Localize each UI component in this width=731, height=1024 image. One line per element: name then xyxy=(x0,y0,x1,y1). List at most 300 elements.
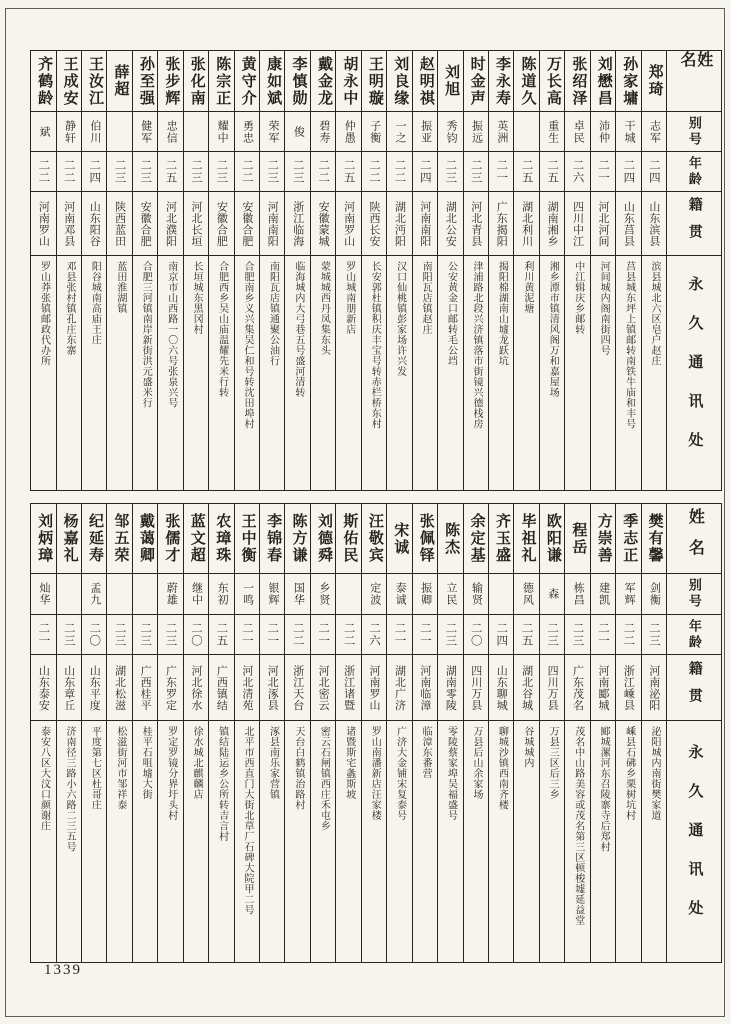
age-cell xyxy=(209,615,233,655)
origin-text: 安徽合肥 xyxy=(139,200,152,247)
alias-text: 森 xyxy=(546,588,559,600)
origin-cell xyxy=(285,655,309,721)
alias-text: 静轩 xyxy=(63,119,76,144)
origin-cell xyxy=(133,655,157,721)
address-cell xyxy=(311,256,335,490)
age-text: 二二 xyxy=(368,159,380,184)
origin-text: 山东章丘 xyxy=(62,664,75,711)
alias-cell xyxy=(438,112,462,152)
age-text: 二二 xyxy=(317,159,330,184)
name-cell xyxy=(387,51,411,112)
address-cell xyxy=(591,256,615,490)
alias-text: 俊 xyxy=(292,125,305,138)
age-cell xyxy=(438,615,462,655)
alias-cell xyxy=(209,112,233,152)
name-cell xyxy=(285,504,309,574)
age-cell xyxy=(336,615,360,655)
address-cell xyxy=(107,256,131,490)
origin-cell xyxy=(311,655,335,721)
age-cell xyxy=(260,615,284,655)
address-cell xyxy=(209,721,233,962)
address-text: 零陵蔡家埠吴福盛号 xyxy=(445,726,457,821)
age-cell xyxy=(387,615,411,655)
origin-text: 湖南湘乡 xyxy=(546,200,559,247)
name-text: 纪延寿 xyxy=(87,513,104,564)
alias-cell xyxy=(464,574,488,615)
age-cell xyxy=(31,152,55,192)
origin-text: 湖北公安 xyxy=(444,200,457,247)
name-text: 刘德舜 xyxy=(315,513,332,564)
entry-column xyxy=(539,51,564,490)
entry-column xyxy=(335,51,360,490)
alias-cell xyxy=(540,574,564,615)
age-text: 二三 xyxy=(469,159,482,184)
alias-text: 振卿 xyxy=(419,582,432,606)
age-cell xyxy=(362,152,386,192)
origin-text: 河南罗山 xyxy=(37,200,50,247)
entry-column xyxy=(106,504,131,962)
alias-cell xyxy=(107,574,131,615)
name-cell xyxy=(387,504,411,574)
alias-cell xyxy=(362,574,386,615)
address-cell xyxy=(133,256,157,490)
name-text: 汪敬宾 xyxy=(366,513,383,564)
alias-text: 振远 xyxy=(470,119,483,144)
name-text: 蓝文超 xyxy=(188,513,205,564)
name-text: 樊有馨 xyxy=(646,513,663,564)
age-cell xyxy=(514,152,538,192)
name-cell xyxy=(260,51,284,112)
entry-column xyxy=(361,504,386,962)
name-cell xyxy=(642,51,666,112)
name-cell xyxy=(311,504,335,574)
name-cell xyxy=(565,504,589,574)
alias-cell xyxy=(642,574,666,615)
origin-cell xyxy=(591,655,615,721)
alias-text: 国华 xyxy=(292,582,305,606)
name-text: 毕祖礼 xyxy=(519,513,536,564)
alias-text: 一之 xyxy=(394,119,407,144)
address-text: 桂平石咀墟大街 xyxy=(140,726,152,800)
address-text: 镇结陆运乡公所转吉言村 xyxy=(216,726,228,842)
address-cell xyxy=(565,256,589,490)
origin-text: 河南罗山 xyxy=(368,664,381,711)
address-text: 涿县南乐家营镇 xyxy=(267,726,279,800)
origin-cell xyxy=(82,192,106,256)
alias-text: 立民 xyxy=(445,582,458,606)
name-text: 王汝江 xyxy=(87,55,104,107)
entry-column xyxy=(208,51,233,490)
age-text: 二三 xyxy=(647,622,660,647)
origin-text: 河北濮阳 xyxy=(164,200,177,247)
alias-cell xyxy=(31,574,55,615)
entry-column xyxy=(641,51,666,490)
origin-text: 山东泰安 xyxy=(37,664,50,711)
origin-cell xyxy=(387,192,411,256)
origin-cell xyxy=(107,192,131,256)
alias-text: 碧寿 xyxy=(317,119,330,144)
alias-cell xyxy=(260,574,284,615)
address-text: 诸暨斯宅螽斯坡 xyxy=(343,726,355,800)
origin-text: 湖北松滋 xyxy=(113,664,126,711)
origin-text: 安徽蒙城 xyxy=(317,200,330,247)
alias-cell xyxy=(616,574,640,615)
age-text: 二三 xyxy=(113,622,126,647)
origin-cell xyxy=(209,655,233,721)
name-cell xyxy=(31,51,55,112)
age-text: 二一 xyxy=(596,622,609,647)
name-text: 孙至强 xyxy=(137,55,154,107)
age-cell xyxy=(464,615,488,655)
age-cell xyxy=(464,152,488,192)
name-text: 季志正 xyxy=(621,513,638,564)
age-cell xyxy=(387,152,411,192)
address-cell xyxy=(464,256,488,490)
alias-cell xyxy=(82,574,106,615)
alias-cell xyxy=(235,574,259,615)
name-text: 赵明祺 xyxy=(417,55,434,107)
age-text: 二四 xyxy=(418,159,431,184)
age-cell xyxy=(311,615,335,655)
address-text: 嵊县石砩乡栗树坑村 xyxy=(623,726,635,821)
origin-cell xyxy=(540,655,564,721)
alias-cell xyxy=(57,574,81,615)
age-cell xyxy=(336,152,360,192)
address-text: 公安黄金口邮转毛公垱 xyxy=(445,261,457,366)
address-cell xyxy=(642,721,666,962)
alias-text: 勇忠 xyxy=(241,119,254,144)
age-text: 二四 xyxy=(495,622,508,647)
address-text: 津浦路北段兴济镇落市街镜兴德栈房 xyxy=(470,261,482,429)
origin-text: 山东莒县 xyxy=(622,200,635,247)
alias-text: 干城 xyxy=(623,119,636,144)
alias-text: 健军 xyxy=(139,119,152,144)
origin-cell xyxy=(133,192,157,256)
age-cell xyxy=(591,615,615,655)
origin-text: 河北涿县 xyxy=(266,664,279,711)
header-address-label: 永久通讯处 xyxy=(686,744,703,939)
name-cell xyxy=(514,51,538,112)
age-text: 二四 xyxy=(622,159,635,184)
name-cell xyxy=(438,51,462,112)
name-text: 张绍泽 xyxy=(570,55,587,107)
age-cell xyxy=(362,615,386,655)
name-cell xyxy=(616,504,640,574)
entry-column xyxy=(81,504,106,962)
name-text: 刘旭 xyxy=(443,64,460,98)
name-text: 陈道久 xyxy=(519,55,536,107)
name-cell xyxy=(57,51,81,112)
entry-column xyxy=(183,504,208,962)
age-text: 二五 xyxy=(215,622,228,647)
entry-column xyxy=(513,504,538,962)
age-cell xyxy=(642,152,666,192)
address-cell xyxy=(438,256,462,490)
address-cell xyxy=(158,256,182,490)
alias-cell xyxy=(158,574,182,615)
name-text: 宋诚 xyxy=(392,521,409,556)
alias-cell xyxy=(184,112,208,152)
alias-cell xyxy=(464,112,488,152)
address-text: 天台白鹤镇治路村 xyxy=(292,726,304,810)
address-cell xyxy=(158,721,182,962)
age-text: 二四 xyxy=(647,159,660,184)
name-cell xyxy=(158,504,182,574)
entry-column xyxy=(31,504,55,962)
entry-column xyxy=(31,51,55,490)
address-text: 济南径三路小六路二三五号 xyxy=(63,726,75,852)
alias-cell xyxy=(438,574,462,615)
address-text: 阳谷城南高庙王庄 xyxy=(89,261,101,345)
address-cell xyxy=(642,256,666,490)
address-cell xyxy=(387,256,411,490)
entry-column xyxy=(259,51,284,490)
entry-column xyxy=(157,504,182,962)
alias-cell xyxy=(642,112,666,152)
alias-text: 军辉 xyxy=(623,582,636,606)
alias-text: 荣军 xyxy=(266,119,279,144)
origin-text: 湖北沔阳 xyxy=(393,200,406,247)
origin-cell xyxy=(413,192,437,256)
address-cell xyxy=(336,256,360,490)
entry-column xyxy=(361,51,386,490)
address-text: 合肥南乡义兴集吴仁和号转沈田埠村 xyxy=(242,261,254,429)
origin-text: 河南南阳 xyxy=(418,200,431,247)
age-text: 二二 xyxy=(37,159,50,184)
header-name-label: 姓名 xyxy=(667,51,721,112)
alias-cell xyxy=(514,112,538,152)
origin-text: 安徽合肥 xyxy=(240,200,253,247)
origin-text: 河南南阳 xyxy=(266,200,279,247)
address-text: 平度第七区杜哥庄 xyxy=(89,726,101,810)
origin-text: 河北清苑 xyxy=(240,664,253,711)
name-cell xyxy=(209,51,233,112)
entry-column xyxy=(183,51,208,490)
origin-text: 浙江临海 xyxy=(291,200,304,247)
entry-column xyxy=(335,504,360,962)
age-cell xyxy=(107,615,131,655)
origin-cell xyxy=(260,655,284,721)
address-text: 汉口仙桃镇彭家场许兴发 xyxy=(394,261,406,377)
address-text: 罗定罗镜分界圩头村 xyxy=(165,726,177,821)
origin-text: 河南郾城 xyxy=(596,664,609,711)
origin-cell xyxy=(642,192,666,256)
entry-column xyxy=(56,504,81,962)
origin-cell xyxy=(565,192,589,256)
age-text: 二二 xyxy=(342,622,355,647)
entry-column xyxy=(412,504,437,962)
alias-text: 重生 xyxy=(546,119,559,144)
alias-text: 卓民 xyxy=(572,119,585,144)
age-text: 二五 xyxy=(164,159,177,184)
origin-text: 山东滨县 xyxy=(647,200,660,247)
alias-cell xyxy=(285,112,309,152)
entry-column xyxy=(437,51,462,490)
origin-cell xyxy=(591,192,615,256)
age-text: 二三 xyxy=(139,622,152,647)
alias-cell xyxy=(413,574,437,615)
address-text: 湘乡潭市镇清风阁万和嘉屋场 xyxy=(547,261,559,398)
address-cell xyxy=(362,256,386,490)
alias-text: 忠信 xyxy=(165,119,178,144)
origin-text: 河南泌阳 xyxy=(647,664,660,711)
header-address-label: 永久通讯处 xyxy=(686,275,703,471)
age-text: 二三 xyxy=(215,159,228,184)
age-cell xyxy=(616,152,640,192)
address-cell xyxy=(209,256,233,490)
address-text: 南京市山西路一〇六号张泉兴号 xyxy=(165,261,177,408)
origin-text: 河南临漳 xyxy=(418,664,431,711)
alias-text: 栋昌 xyxy=(572,582,585,606)
name-text: 康如斌 xyxy=(265,55,282,107)
name-text: 刘炳璋 xyxy=(36,513,53,564)
address-text: 万县后山余家场 xyxy=(470,726,482,800)
origin-cell xyxy=(362,655,386,721)
origin-text: 山东平度 xyxy=(88,664,101,711)
address-text: 长安郭杜镇积庆丰宝号转赤栏桥东村 xyxy=(369,261,381,429)
name-cell xyxy=(133,504,157,574)
origin-text: 河北青县 xyxy=(469,200,482,247)
age-cell xyxy=(57,152,81,192)
age-cell xyxy=(209,152,233,192)
header-column xyxy=(666,51,721,490)
age-text: 二六 xyxy=(368,622,380,647)
age-cell xyxy=(235,152,259,192)
entry-column xyxy=(234,504,259,962)
entry-column xyxy=(437,504,462,962)
age-text: 二二 xyxy=(291,622,304,647)
entry-column xyxy=(488,51,513,490)
address-text: 邓县张村镇孔庄东寨 xyxy=(63,261,75,356)
age-text: 二一 xyxy=(418,622,431,647)
address-cell xyxy=(591,721,615,962)
address-text: 临海城内大弓巷五号盛河清转 xyxy=(292,261,304,398)
alias-text: 银辉 xyxy=(266,582,279,606)
alias-text: 志军 xyxy=(648,119,661,144)
origin-cell xyxy=(107,655,131,721)
origin-cell xyxy=(438,192,462,256)
address-cell xyxy=(438,721,462,962)
age-text: 二一 xyxy=(317,622,330,647)
age-text: 二三 xyxy=(266,159,279,184)
age-text: 二四 xyxy=(88,159,101,184)
address-cell xyxy=(285,256,309,490)
age-text: 二三 xyxy=(189,159,202,184)
origin-cell xyxy=(285,192,309,256)
name-text: 陈杰 xyxy=(443,521,460,556)
alias-text: 东初 xyxy=(216,582,229,606)
name-text: 方崇善 xyxy=(595,513,612,564)
alias-text: 一鸣 xyxy=(241,582,254,606)
address-cell xyxy=(413,721,437,962)
alias-text: 英洲 xyxy=(495,119,508,144)
name-text: 薛超 xyxy=(112,64,129,98)
name-cell xyxy=(464,51,488,112)
alias-text: 泰诚 xyxy=(394,582,407,606)
age-cell xyxy=(616,615,640,655)
origin-text: 安徽合肥 xyxy=(215,200,228,247)
origin-text: 浙江诸暨 xyxy=(342,664,355,711)
address-text: 长垣城东黑冈村 xyxy=(191,261,203,335)
origin-cell xyxy=(184,655,208,721)
name-cell xyxy=(362,51,386,112)
address-text: 蒙城城西丹凤集东头 xyxy=(318,261,330,356)
name-cell xyxy=(336,51,360,112)
age-text: 二一 xyxy=(266,622,279,647)
age-cell xyxy=(489,152,513,192)
name-text: 张儒才 xyxy=(163,513,180,564)
header-column xyxy=(666,504,721,962)
age-text: 二三 xyxy=(164,622,177,647)
name-cell xyxy=(413,51,437,112)
age-cell xyxy=(540,152,564,192)
origin-cell xyxy=(336,655,360,721)
age-cell xyxy=(285,152,309,192)
age-text: 二三 xyxy=(444,159,457,184)
address-cell xyxy=(107,721,131,962)
name-text: 斯佑民 xyxy=(341,513,358,564)
origin-cell xyxy=(260,192,284,256)
age-cell xyxy=(158,615,182,655)
name-text: 郑琦 xyxy=(646,64,663,98)
name-text: 张化南 xyxy=(188,55,205,107)
alias-cell xyxy=(336,574,360,615)
age-cell xyxy=(489,615,513,655)
table-bottom-columns xyxy=(31,504,721,962)
entry-column xyxy=(590,504,615,962)
age-cell xyxy=(565,615,589,655)
alias-cell xyxy=(209,574,233,615)
entry-column xyxy=(641,504,666,962)
alias-cell xyxy=(158,112,182,152)
origin-cell xyxy=(565,655,589,721)
alias-text: 定波 xyxy=(368,582,381,606)
entry-column xyxy=(259,504,284,962)
name-text: 刘懋昌 xyxy=(595,55,612,107)
name-text: 欧阳谦 xyxy=(544,513,561,564)
origin-cell xyxy=(438,655,462,721)
name-cell xyxy=(464,504,488,574)
name-cell xyxy=(413,504,437,574)
page-number: 1339 xyxy=(44,962,82,978)
entry-column xyxy=(56,51,81,490)
alias-text: 德风 xyxy=(521,582,534,606)
origin-cell xyxy=(158,192,182,256)
origin-cell xyxy=(489,192,513,256)
origin-text: 广东罗定 xyxy=(164,664,177,711)
address-text: 徐水城北麒麟店 xyxy=(191,726,203,800)
origin-text: 湖北利川 xyxy=(520,200,533,247)
origin-cell xyxy=(311,192,335,256)
alias-cell xyxy=(31,112,55,152)
origin-cell xyxy=(57,655,81,721)
age-cell xyxy=(107,152,131,192)
origin-cell xyxy=(362,192,386,256)
alias-text: 输贤 xyxy=(470,582,483,606)
name-text: 陈宗正 xyxy=(214,55,231,107)
alias-text: 孟九 xyxy=(88,582,101,606)
entry-column xyxy=(590,51,615,490)
age-text: 二〇 xyxy=(189,622,202,647)
header-age-label: 年龄 xyxy=(667,152,721,192)
age-text: 二三 xyxy=(291,159,304,184)
alias-cell xyxy=(57,112,81,152)
alias-text: 建凯 xyxy=(597,582,610,606)
alias-text: 蔚雄 xyxy=(165,582,178,606)
name-cell xyxy=(489,504,513,574)
origin-text: 河南罗山 xyxy=(342,200,355,247)
origin-cell xyxy=(616,655,640,721)
